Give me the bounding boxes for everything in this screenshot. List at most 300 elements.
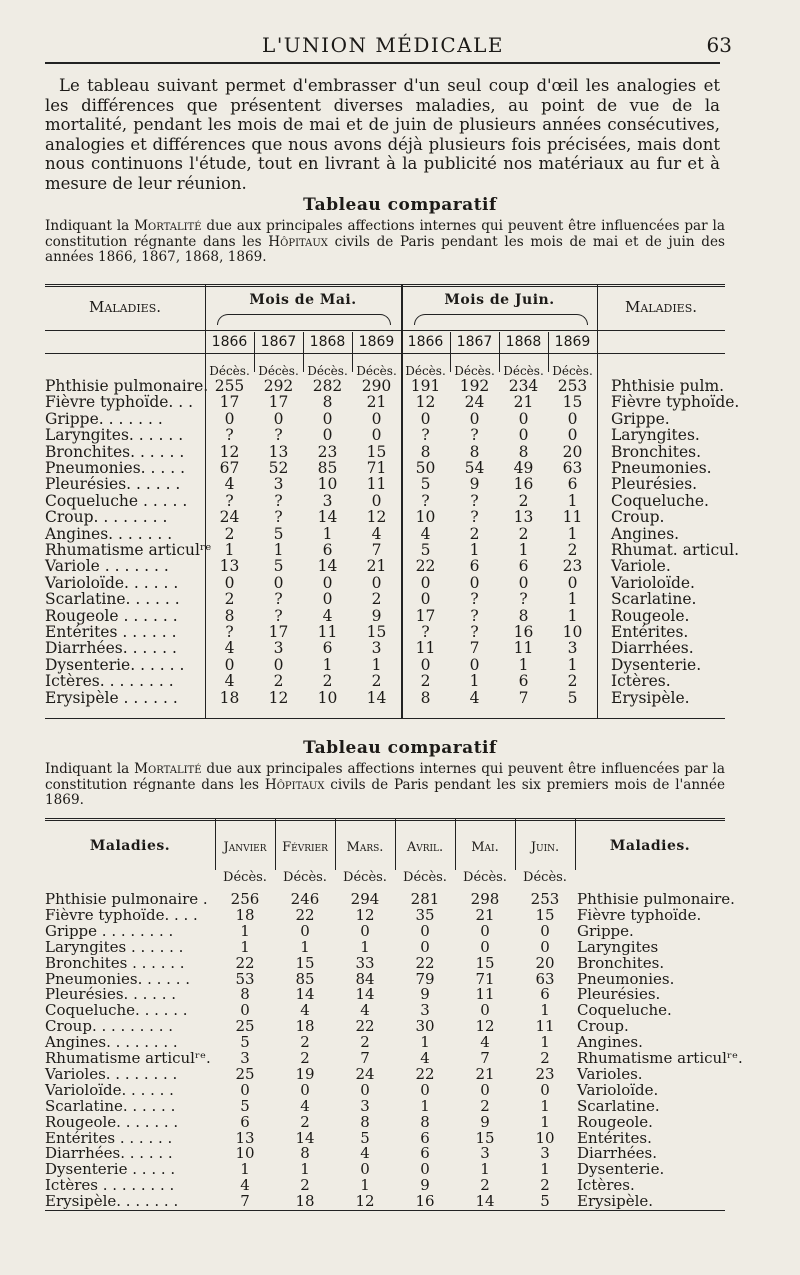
table2-row-label-right: Dysenterie.: [577, 1160, 665, 1179]
table1-cell: 0: [518, 573, 529, 592]
table1-title: Tableau comparatif: [303, 195, 497, 215]
table2-cell: 7: [360, 1049, 370, 1067]
table1-cell: 255: [214, 377, 245, 395]
table1-cell: 5: [273, 557, 284, 576]
table2-row-label: Pleurésies. . . . . .: [45, 985, 176, 1004]
table2-row-label: Rhumatisme articulʳᵉ.: [45, 1049, 211, 1067]
table1-cell: 0: [518, 409, 529, 428]
table1-cell: 8: [518, 606, 529, 625]
table2-row-label-right: Bronchites.: [577, 953, 665, 972]
table1-cell: 12: [415, 393, 436, 412]
table2-cell: 14: [475, 1192, 495, 1211]
table1-year-header: 1867: [260, 334, 297, 350]
table2-row-label-right: Phthisie pulmonaire.: [577, 890, 735, 908]
table2-cell: 3: [420, 1001, 430, 1020]
table2-row-label: Scarlatine. . . . . .: [45, 1096, 176, 1115]
table1-cell: 5: [420, 475, 431, 494]
table1-cell: ?: [274, 491, 283, 510]
table2-cell: 0: [360, 921, 370, 940]
table1-cell: ?: [519, 590, 528, 609]
table1-row-label-right: Rougeole.: [611, 606, 690, 625]
table1-cell: 21: [366, 393, 387, 412]
table1-cell: 0: [469, 573, 480, 592]
table1-cell: 8: [420, 442, 431, 461]
table2-cell: 1: [420, 1033, 430, 1052]
table1-cell: 0: [567, 573, 578, 592]
table1-cell: 8: [518, 442, 529, 461]
table2-cell: 3: [360, 1096, 370, 1115]
table1-cell: 1: [469, 672, 480, 691]
table2-cell: 4: [240, 1176, 250, 1195]
running-head: [48, 33, 732, 63]
header-rule: [45, 62, 720, 64]
table1-row-label: Croup. . . . . . . .: [45, 508, 168, 527]
table1-cell: 1: [224, 541, 235, 559]
table1-cell: 6: [322, 541, 333, 559]
table1-cell: 3: [273, 639, 284, 658]
table2-row-label-right: Rhumatisme articulʳᵉ.: [577, 1049, 743, 1067]
table2-cell: 6: [420, 1128, 430, 1147]
table1-cell: 0: [322, 573, 333, 592]
table1-cell: 0: [371, 573, 382, 592]
table2-month-header: Mai.: [471, 840, 499, 855]
table1-cell: 15: [562, 393, 583, 412]
table2-cell: 0: [540, 1080, 550, 1099]
table2-cell: 71: [475, 969, 495, 988]
table1-cell: 15: [366, 623, 387, 641]
table2-row-label: Laryngites . . . . . .: [45, 937, 184, 956]
table1-row-label-right: Scarlatine.: [611, 590, 697, 609]
table1-cell: 2: [567, 541, 578, 559]
table1-row-label-right: Croup.: [611, 508, 665, 527]
table2-cell: 1: [360, 1176, 370, 1195]
table1-unit-label: Décès.: [258, 364, 299, 378]
table2-top-rule: [45, 818, 725, 821]
table2-cell: 6: [240, 1112, 250, 1131]
table2-cell: 2: [540, 1049, 550, 1067]
table1-row-label-right: Variole.: [611, 557, 671, 576]
table1-cell: ?: [225, 426, 234, 445]
table1-cell: 4: [371, 524, 382, 543]
table1-cell: ?: [274, 590, 283, 609]
table2-cell: 1: [240, 937, 250, 956]
table1-row-label: Erysipèle . . . . . .: [45, 688, 178, 707]
table2-cell: 7: [240, 1192, 250, 1211]
table2-row-label: Bronchites . . . . . .: [45, 953, 185, 972]
table2-cell: 63: [535, 969, 555, 988]
table2-unit-label: Décès.: [403, 870, 447, 885]
table2-cell: 0: [300, 921, 310, 940]
table2-row-label: Varioloïde. . . . . .: [45, 1080, 174, 1099]
table2-cell: 18: [295, 1192, 315, 1211]
table2-cell: 253: [530, 890, 560, 908]
table2-cell: 2: [300, 1176, 310, 1195]
table1-cell: 16: [513, 623, 534, 641]
table2-row-label-right: Scarlatine.: [577, 1096, 660, 1115]
table1-cell: 2: [518, 491, 529, 510]
table1-cell: 12: [268, 688, 289, 707]
table2-cell: 15: [475, 953, 495, 972]
table1-row-label: Fièvre typhoïde. . .: [45, 393, 194, 412]
table1-cell: 1: [469, 541, 480, 559]
table2-cell: 246: [290, 890, 320, 908]
table2-cell: 4: [300, 1096, 310, 1115]
table1-cell: 2: [420, 672, 431, 691]
table2-cell: 0: [540, 937, 550, 956]
table2-row-label: Varioles. . . . . . . .: [45, 1064, 178, 1083]
table2-row-label: Grippe . . . . . . . .: [45, 921, 174, 940]
table1-year-header: 1866: [407, 334, 444, 350]
table1-cell: 14: [317, 557, 338, 576]
table2-unit-label: Décès.: [523, 870, 567, 885]
table2-cell: 24: [355, 1064, 375, 1083]
table1-row-label-right: Angines.: [611, 524, 680, 543]
table2-cell: 0: [420, 1160, 430, 1179]
table2-row-label-right: Angines.: [577, 1033, 643, 1052]
table1-cell: ?: [421, 426, 430, 445]
table1-caption-hopitaux: Hôpitaux: [268, 233, 328, 250]
table2-cell: 0: [240, 1001, 250, 1020]
table1-cell: 2: [518, 524, 529, 543]
table2-cell: 0: [540, 921, 550, 940]
table2-cell: 30: [415, 1017, 435, 1036]
table2-month-header: Janvier: [223, 840, 267, 855]
table2-cell: 5: [240, 1096, 250, 1115]
table1-cell: 17: [268, 623, 289, 641]
table2-cell: 4: [480, 1033, 490, 1052]
table2-row-label-right: Croup.: [577, 1017, 629, 1036]
table1-cell: 0: [273, 409, 284, 428]
table2-cell: 22: [355, 1017, 375, 1036]
table2-row-label-right: Fièvre typhoïde.: [577, 905, 702, 924]
table2-caption-part-a: Indiquant la: [45, 761, 135, 777]
table1-cell: 8: [322, 393, 333, 412]
table1-cell: 0: [273, 573, 284, 592]
table2-cell: 13: [235, 1128, 255, 1147]
table2-cell: 2: [300, 1033, 310, 1052]
table2-cell: 0: [420, 937, 430, 956]
table2-cell: 1: [540, 1001, 550, 1020]
table2-cell: 298: [470, 890, 500, 908]
table1-row-label-right: Fièvre typhoïde.: [611, 393, 740, 412]
table1-cell: 0: [469, 655, 480, 674]
table1-cell: 18: [219, 688, 240, 707]
table2-unit-label: Décès.: [283, 870, 327, 885]
table1-cell: 17: [268, 393, 289, 412]
table2-cell: 12: [355, 1192, 375, 1211]
table1-cell: 14: [366, 688, 387, 707]
table2-cell: 2: [360, 1033, 370, 1052]
table1-caption: [45, 219, 725, 266]
table2-cell: 12: [355, 905, 375, 924]
table1-cell: 292: [263, 377, 294, 395]
table2-cell: 1: [420, 1096, 430, 1115]
table1-bottom-rule: [45, 718, 725, 719]
table1-cell: 6: [518, 557, 529, 576]
table1-cell: 3: [567, 639, 578, 658]
table1-unit-label: Décès.: [405, 364, 446, 378]
table1-cell: 21: [513, 393, 534, 412]
table2-cell: 15: [475, 1128, 495, 1147]
table1-row-label-right: Bronchites.: [611, 442, 702, 461]
table2-row-label-right: Coqueluche.: [577, 1001, 672, 1020]
table2-cell: 22: [235, 953, 255, 972]
table2-month-header: Juin.: [530, 840, 560, 855]
table1-row-label: Varioloïde. . . . . .: [45, 573, 179, 592]
table2-row-label: Rougeole. . . . . . .: [45, 1112, 179, 1131]
table2-cell: 8: [300, 1144, 310, 1163]
table1-cell: 14: [317, 508, 338, 527]
table1-cell: 2: [371, 672, 382, 691]
table2-month-header: Février: [282, 840, 328, 855]
table1-row-label-right: Entérites.: [611, 623, 689, 641]
table1-cell: 11: [317, 623, 338, 641]
table2-cell: 0: [240, 1080, 250, 1099]
table1-row-label: Variole . . . . . . .: [45, 557, 169, 576]
table1-unit-label: Décès.: [209, 364, 250, 378]
table1-cell: ?: [470, 426, 479, 445]
intro-paragraph: Le tableau suivant permet d'embrasser d'un seul coup d'œil les analogies et les différences que présentent diverses maladies, au point de vue de la mortalité, pendant les mois de mai et de juin de plusieurs années consécutives, analogies et différences que nous avons déjà plusieurs fois précisées, mais dont nous continuons l'étude, tout en livrant à la publicité nos matériaux au fur et à mesure de leur réunion.: [45, 76, 720, 193]
table2: [45, 818, 743, 1218]
table1-cell: 24: [464, 393, 485, 412]
table1-cell: 1: [567, 655, 578, 674]
table2-cell: 256: [230, 890, 260, 908]
table1-cell: 1: [273, 541, 284, 559]
table1-cell: 6: [322, 639, 333, 658]
table1-unit-label: Décès.: [307, 364, 348, 378]
table2-row-label: Fièvre typhoïde. . . .: [45, 905, 198, 924]
table2-row-label-right: Pleurésies.: [577, 985, 661, 1004]
table2-unit-label: Décès.: [463, 870, 507, 885]
table1-cell: 234: [508, 377, 539, 395]
table1-cell: 9: [469, 475, 480, 494]
table1-cell: 15: [366, 442, 387, 461]
table1-cell: 49: [513, 459, 534, 477]
table2-cell: 1: [540, 1033, 550, 1052]
table1-unit-label: Décès.: [552, 364, 593, 378]
table1-cell: 0: [567, 409, 578, 428]
table2-month-header: Mars.: [346, 840, 384, 855]
table2-cell: 22: [415, 1064, 435, 1083]
table1-row-label-right: Grippe.: [611, 409, 670, 428]
table1-cell: 1: [567, 524, 578, 543]
table1-cell: 2: [273, 672, 284, 691]
table1-header-rule: [45, 330, 725, 331]
table1-cell: 2: [567, 672, 578, 691]
table2-cell: 11: [475, 985, 495, 1004]
table1-june-brace: [414, 314, 588, 325]
table2-cell: 4: [360, 1144, 370, 1163]
table1-cell: 63: [562, 459, 583, 477]
table1-cell: 282: [312, 377, 343, 395]
table2-cell: 0: [420, 1080, 430, 1099]
table1-cell: 10: [317, 688, 338, 707]
table2-row-label: Diarrhées. . . . . .: [45, 1144, 173, 1163]
table2-cell: 1: [300, 937, 310, 956]
table1-cell: 13: [513, 508, 534, 527]
table1-row-label: Angines. . . . . . .: [45, 524, 173, 543]
table2-cell: 4: [360, 1001, 370, 1020]
table1-left-header: Maladies.: [88, 298, 162, 316]
table1-cell: ?: [274, 606, 283, 625]
table2-unit-label: Décès.: [343, 870, 387, 885]
table1-cell: 22: [415, 557, 436, 576]
table2-cell: 1: [540, 1112, 550, 1131]
page-number: 63: [706, 33, 732, 57]
table2-cell: 1: [360, 937, 370, 956]
table2-cell: 85: [295, 969, 315, 988]
table1-row-label: Scarlatine. . . . . .: [45, 590, 180, 609]
table1-cell: 1: [518, 541, 529, 559]
table1-cell: 11: [415, 639, 436, 658]
table1-cell: 0: [224, 409, 235, 428]
table1-cell: 0: [224, 655, 235, 674]
table1-cell: 0: [224, 573, 235, 592]
running-title: L'UNION MÉDICALE: [262, 33, 504, 57]
table2-row-label: Erysipèle. . . . . . .: [45, 1192, 179, 1211]
table2-cell: 0: [480, 1001, 490, 1020]
table2-cell: 25: [235, 1017, 255, 1036]
table2-cell: 2: [300, 1049, 310, 1067]
table1-cell: 0: [420, 409, 431, 428]
table2-row-label: Pneumonies. . . . . .: [45, 969, 191, 988]
table2-cell: 0: [300, 1080, 310, 1099]
table1-cell: 10: [562, 623, 583, 641]
table2-row-label: Dysenterie . . . . .: [45, 1160, 176, 1179]
table2-caption-part-b: due aux principales affections internes qui peuvent être influencées par la constitution régnante dans les: [45, 761, 725, 793]
table1-cell: 1: [567, 491, 578, 510]
table1-cell: 6: [469, 557, 480, 576]
table2-row-label: Croup. . . . . . . . .: [45, 1017, 173, 1036]
table1-row-label-right: Erysipèle.: [611, 688, 690, 707]
table1-cell: 13: [219, 557, 240, 576]
table2-cell: 35: [415, 905, 435, 924]
table2-cell: 0: [360, 1160, 370, 1179]
table1-cell: 4: [420, 524, 431, 543]
table2-row-label: Coqueluche. . . . . .: [45, 1001, 188, 1020]
table1-year-header: 1868: [309, 334, 346, 350]
table1-cell: 0: [322, 409, 333, 428]
table1-cell: ?: [470, 623, 479, 641]
table1-top-rule: [45, 284, 725, 287]
table1-cell: 0: [371, 409, 382, 428]
table2-cell: 9: [420, 1176, 430, 1195]
table2-row-label-right: Ictères.: [577, 1176, 635, 1195]
table2-cell: 1: [540, 1160, 550, 1179]
table1-cell: ?: [225, 623, 234, 641]
table1-cell: 290: [361, 377, 392, 395]
table1-cell: 0: [322, 590, 333, 609]
table2-cell: 4: [420, 1049, 430, 1067]
table2-cell: 18: [295, 1017, 315, 1036]
table2-cell: 84: [355, 969, 375, 988]
table1-cell: 12: [219, 442, 240, 461]
table1-cell: ?: [225, 491, 234, 510]
table2-cell: 0: [420, 921, 430, 940]
table1-cell: 3: [371, 639, 382, 658]
table2-row-label-right: Rougeole.: [577, 1112, 653, 1131]
table1-cell: 5: [567, 688, 578, 707]
table1-cell: ?: [274, 426, 283, 445]
table1-cell: 5: [420, 541, 431, 559]
table2-cell: 9: [420, 985, 430, 1004]
table2-cell: 15: [535, 905, 555, 924]
table2-cell: 1: [240, 921, 250, 940]
table1-row-label-right: Ictères.: [611, 672, 671, 691]
table1-row-label: Ictères. . . . . . . .: [45, 672, 174, 691]
table2-row-label: Angines. . . . . . . .: [45, 1033, 178, 1052]
table2-cell: 294: [350, 890, 380, 908]
table1-row-label: Grippe. . . . . . .: [45, 409, 163, 428]
table1-cell: ?: [470, 508, 479, 527]
table2-cell: 19: [295, 1064, 315, 1083]
table1-cell: 1: [567, 590, 578, 609]
table1-cell: 7: [469, 639, 480, 658]
table1-cell: 191: [410, 377, 441, 395]
table2-cell: 23: [535, 1064, 555, 1083]
table1-cell: 2: [322, 672, 333, 691]
table1-row-label: Dysenterie. . . . . .: [45, 655, 185, 674]
table2-cell: 14: [355, 985, 375, 1004]
table1-right-header: Maladies.: [624, 298, 698, 316]
table1-row-label: Pleurésies. . . . . .: [45, 475, 181, 494]
table2-title: Tableau comparatif: [303, 738, 497, 758]
table2-cell: 0: [480, 921, 490, 940]
table2-cell: 14: [295, 985, 315, 1004]
table1-cell: 10: [317, 475, 338, 494]
table1-cell: 4: [322, 606, 333, 625]
table2-cell: 2: [480, 1176, 490, 1195]
table2-cell: 18: [235, 905, 255, 924]
table1-caption-part-b: due aux principales affections internes qui peuvent être influencées par la constitution régnante dans les: [45, 218, 725, 250]
table2-bottom-rule: [45, 1210, 725, 1211]
table2-cell: 2: [540, 1176, 550, 1195]
table2-cell: 11: [535, 1017, 555, 1036]
table1-cell: 9: [371, 606, 382, 625]
table1-row-label: Rougeole . . . . . .: [45, 606, 178, 625]
table2-cell: 8: [420, 1112, 430, 1131]
table2-cell: 8: [240, 985, 250, 1004]
table2-cell: 3: [240, 1049, 250, 1067]
table2-row-label: Phthisie pulmonaire .: [45, 890, 208, 908]
table1-vline: [597, 284, 598, 718]
table1-cell: 52: [268, 459, 289, 477]
table2-cell: 5: [240, 1033, 250, 1052]
table1-row-label: Entérites . . . . . .: [45, 623, 177, 641]
table2-cell: 8: [360, 1112, 370, 1131]
table1-caption-part-a: Indiquant la: [45, 218, 135, 234]
table2-row-label-right: Varioloïde.: [577, 1080, 659, 1099]
table1-cell: 16: [513, 475, 534, 494]
table2-caption-hopitaux: Hôpitaux: [264, 776, 325, 793]
table1-cell: 0: [567, 426, 578, 445]
table1-year-header: 1869: [554, 334, 591, 350]
table2-cell: 14: [295, 1128, 315, 1147]
table1-cell: 0: [420, 590, 431, 609]
table1-cell: 0: [420, 573, 431, 592]
table2-cell: 10: [235, 1144, 255, 1163]
table1-row-label-right: Coqueluche.: [611, 491, 709, 510]
table2-cell: 20: [535, 953, 555, 972]
table2-row-label-right: Entérites.: [577, 1128, 652, 1147]
table2-left-header: Maladies.: [89, 838, 171, 854]
table2-cell: 0: [360, 1080, 370, 1099]
table1-cell: 4: [469, 688, 480, 707]
table1-cell: 192: [459, 377, 490, 395]
table1-cell: ?: [421, 623, 430, 641]
table1-cell: 8: [420, 688, 431, 707]
table1-cell: 1: [518, 655, 529, 674]
